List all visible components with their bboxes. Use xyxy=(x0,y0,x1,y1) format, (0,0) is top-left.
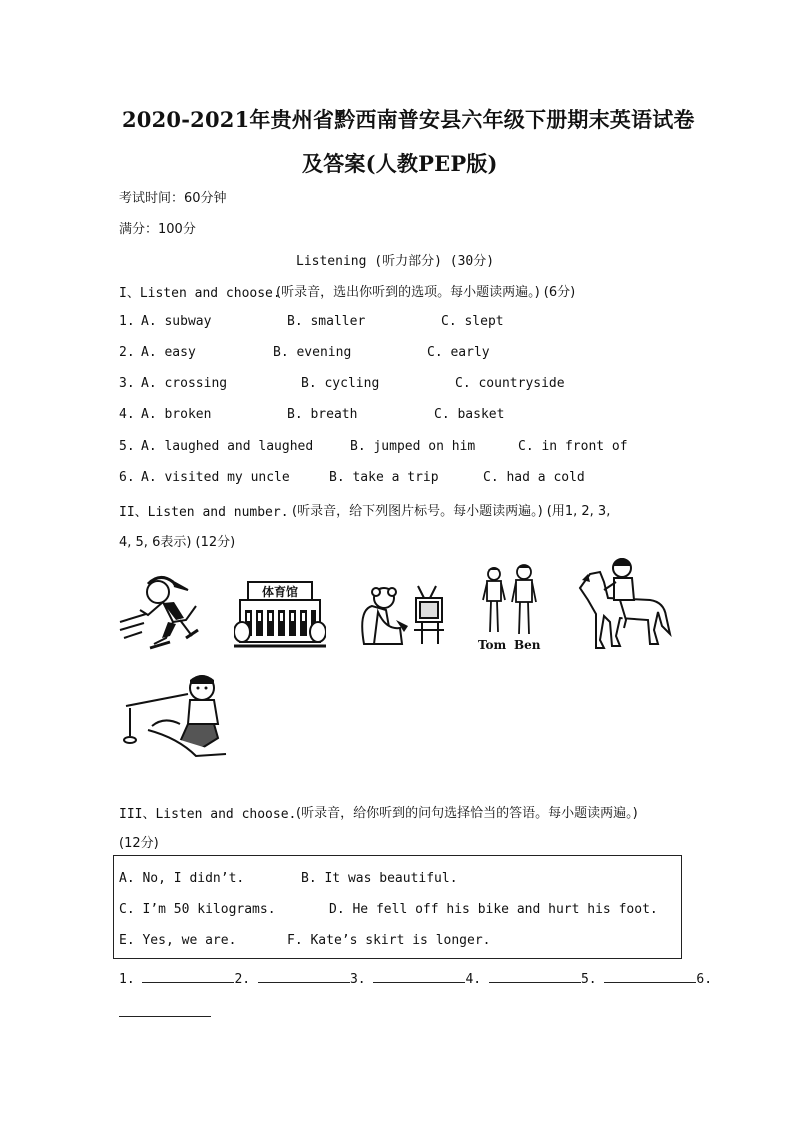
blank-6-label: 6. xyxy=(696,972,713,987)
label-ben: Ben xyxy=(514,638,541,652)
q2-option-c: C. early xyxy=(427,345,490,360)
blank-6-line-wrap xyxy=(119,1002,211,1021)
section2-heading-cn: (听录音，给下列图片标号。每小题读两遍。) (用1, 2, 3, xyxy=(292,504,611,519)
q4-option-c: C. basket xyxy=(434,407,505,422)
gym-sign-text: 体育馆 xyxy=(261,585,299,599)
q2-num: 2. xyxy=(119,345,135,360)
blank-1-label: 1. xyxy=(119,972,135,987)
blank-4-label: 4. xyxy=(465,972,482,987)
section1-heading-cn: (听录音，选出你听到的选项。每小题读两遍。) (6分) xyxy=(276,285,576,300)
blank-2-line[interactable] xyxy=(258,971,350,983)
q5-option-a: A. laughed and laughed xyxy=(141,439,314,454)
full-score: 满分：100分 xyxy=(119,222,196,237)
q6-option-c: C. had a cold xyxy=(483,470,585,485)
q1-option-a: A. subway xyxy=(141,314,212,329)
q3-option-c: C. countryside xyxy=(455,376,565,391)
section3-heading-cn2: (12分) xyxy=(119,836,159,851)
option-f: F. Kate’s skirt is longer. xyxy=(287,933,491,948)
blank-3-label: 3. xyxy=(349,972,366,987)
q5-option-c: C. in front of xyxy=(518,439,628,454)
q1-option-b: B. smaller xyxy=(287,314,366,329)
q2-option-b: B. evening xyxy=(273,345,352,360)
q5-num: 5. xyxy=(119,439,135,454)
q5-option-b: B. jumped on him xyxy=(350,439,476,454)
option-d: D. He fell off his bike and hurt his foot. xyxy=(329,902,658,917)
section2-heading-en: II、Listen and number. xyxy=(119,505,289,520)
ice-skating-picture xyxy=(118,570,208,655)
tom-and-ben-picture xyxy=(476,562,542,638)
section2-heading-cn2: 4, 5, 6表示) (12分) xyxy=(119,535,236,550)
watching-tv-picture xyxy=(356,580,448,650)
q3-option-b: B. cycling xyxy=(301,376,380,391)
exam-time: 考试时间：60分钟 xyxy=(119,191,227,206)
q4-option-b: B. breath xyxy=(287,407,358,422)
fishing-picture xyxy=(118,668,230,760)
option-e: E. Yes, we are. xyxy=(119,933,237,948)
label-tom: Tom xyxy=(478,638,507,652)
gym-building-picture xyxy=(234,576,326,652)
section1-heading-en: I、Listen and choose. xyxy=(119,286,281,301)
page-title-line2: 及答案(人教PEP版) xyxy=(302,151,498,176)
blank-5-line[interactable] xyxy=(604,971,696,983)
q4-option-a: A. broken xyxy=(141,407,212,422)
q4-num: 4. xyxy=(119,407,135,422)
blank-6-line[interactable] xyxy=(119,1005,211,1017)
blank-2-label: 2. xyxy=(234,972,251,987)
blank-1-line[interactable] xyxy=(142,971,234,983)
blank-3-line[interactable] xyxy=(373,971,465,983)
q2-option-a: A. easy xyxy=(141,345,196,360)
option-a: A. No, I didn’t. xyxy=(119,871,245,886)
option-b: B. It was beautiful. xyxy=(301,871,458,886)
q6-option-b: B. take a trip xyxy=(329,470,439,485)
answer-blanks xyxy=(119,971,712,987)
blank-5-label: 5. xyxy=(580,972,597,987)
q1-num: 1. xyxy=(119,314,135,329)
blank-4-line[interactable] xyxy=(489,971,581,983)
q3-num: 3. xyxy=(119,376,135,391)
q6-option-a: A. visited my uncle xyxy=(141,470,290,485)
horse-riding-picture xyxy=(574,554,674,650)
q1-option-c: C. slept xyxy=(441,314,504,329)
section3-heading-en: III、Listen and choose. xyxy=(119,807,297,822)
q6-num: 6. xyxy=(119,470,135,485)
listening-header: Listening (听力部分) (30分) xyxy=(296,254,495,269)
page-title: 2020-2021年贵州省黔西南普安县六年级下册期末英语试卷 xyxy=(122,107,695,132)
q3-option-a: A. crossing xyxy=(141,376,228,391)
section3-heading-cn: (听录音，给你听到的问句选择恰当的答语。每小题读两遍。) xyxy=(296,806,638,821)
option-c: C. I’m 50 kilograms. xyxy=(119,902,276,917)
